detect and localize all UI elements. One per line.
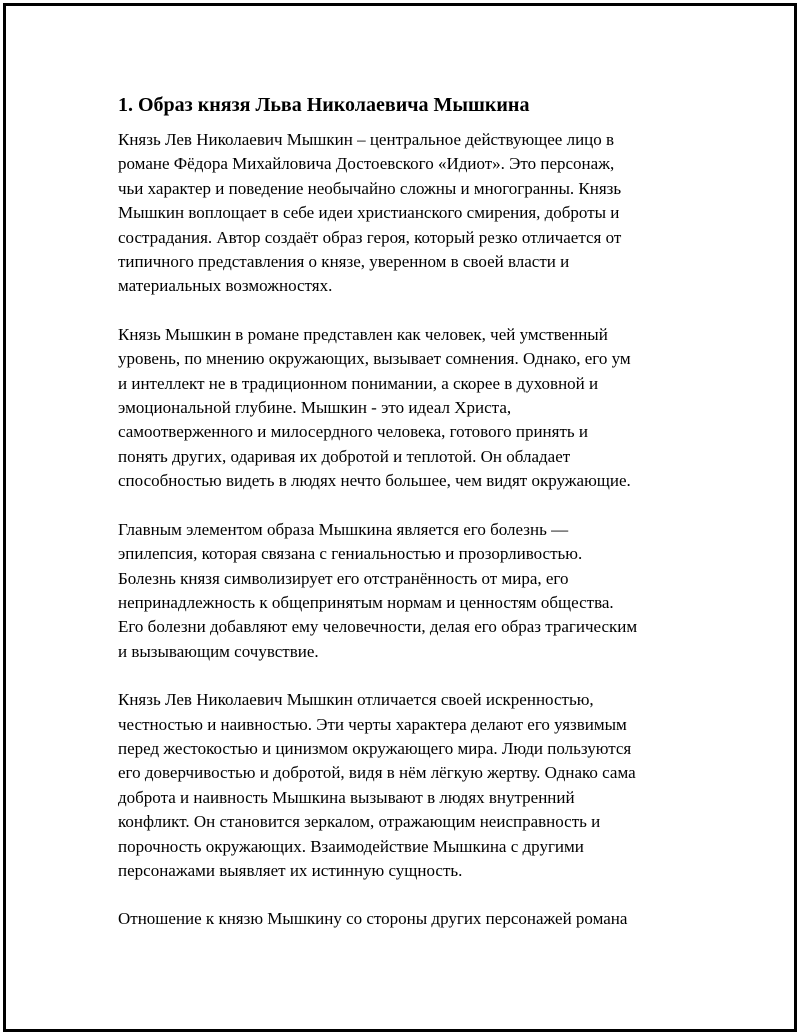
paragraph-3 bbox=[118, 518, 688, 664]
text-line: и вызывающим сочувствие. bbox=[118, 641, 319, 661]
text-line: и интеллект не в традиционном понимании, а скорее в духовной и bbox=[118, 373, 599, 393]
text-line: персонажами выявляет их истинную сущность. bbox=[118, 860, 463, 880]
text-line: его доверчивостью и добротой, видя в нём лёгкую жертву. Однако сама bbox=[118, 763, 636, 783]
paragraph-4 bbox=[118, 688, 688, 883]
text-line: порочность окружающих. Взаимодействие Мышкина с другими bbox=[118, 836, 584, 856]
text-line: чьи характер и поведение необычайно сложны и многогранны. Князь bbox=[118, 178, 622, 198]
paragraph-1 bbox=[118, 128, 688, 299]
text-line: сострадания. Автор создаёт образ героя, который резко отличается от bbox=[118, 227, 622, 247]
text-line: самоотверженного и милосердного человека, готового принять и bbox=[118, 422, 589, 442]
text-line: Князь Лев Николаевич Мышкин – центральное действующее лицо в bbox=[118, 130, 615, 149]
text-line: непринадлежность к общепринятым нормам и ценностям общества. bbox=[118, 592, 614, 612]
text-line: перед жестокостью и цинизмом окружающего мира. Люди пользуются bbox=[118, 738, 632, 758]
text-line: эпилепсия, которая связана с гениальностью и прозорливостью. bbox=[118, 544, 583, 564]
text-line: Князь Лев Николаевич Мышкин отличается своей искренностью, bbox=[118, 690, 594, 710]
text-line: доброта и наивность Мышкина вызывают в людях внутренний bbox=[118, 787, 575, 807]
paragraph-2 bbox=[118, 323, 688, 494]
section-heading: 1. Образ князя Льва Николаевича Мышкина bbox=[118, 94, 530, 116]
text-line: честностью и наивностью. Эти черты характера делают его уязвимым bbox=[118, 714, 627, 734]
text-line: уровень, по мнению окружающих, вызывает сомнения. Однако, его ум bbox=[118, 349, 631, 369]
text-line: Болезнь князя символизирует его отстранённость от мира, его bbox=[118, 568, 569, 588]
text-line: Отношение к князю Мышкину со стороны других персонажей романа bbox=[118, 909, 628, 929]
paragraph-5 bbox=[118, 907, 688, 931]
text-line: Князь Мышкин в романе представлен как человек, чей умственный bbox=[118, 324, 608, 344]
text-line: эмоциональной глубине. Мышкин - это идеал Христа, bbox=[118, 398, 512, 418]
text-line: Главным элементом образа Мышкина является его болезнь — bbox=[118, 519, 569, 539]
text-line: способностью видеть в людях нечто большее, чем видят окружающие. bbox=[118, 471, 631, 491]
text-line: материальных возможностях. bbox=[118, 276, 333, 296]
text-line: романе Фёдора Михайловича Достоевского «Идиот». Это персонаж, bbox=[118, 154, 615, 174]
document-body bbox=[118, 90, 688, 956]
text-line: конфликт. Он становится зеркалом, отражающим неисправность и bbox=[118, 812, 601, 832]
text-line: понять других, одаривая их добротой и теплотой. Он обладает bbox=[118, 446, 571, 466]
text-line: типичного представления о князе, уверенном в своей власти и bbox=[118, 252, 570, 272]
text-line: Мышкин воплощает в себе идеи христианского смирения, доброты и bbox=[118, 203, 620, 223]
text-line: Его болезни добавляют ему человечности, делая его образ трагическим bbox=[118, 617, 638, 637]
